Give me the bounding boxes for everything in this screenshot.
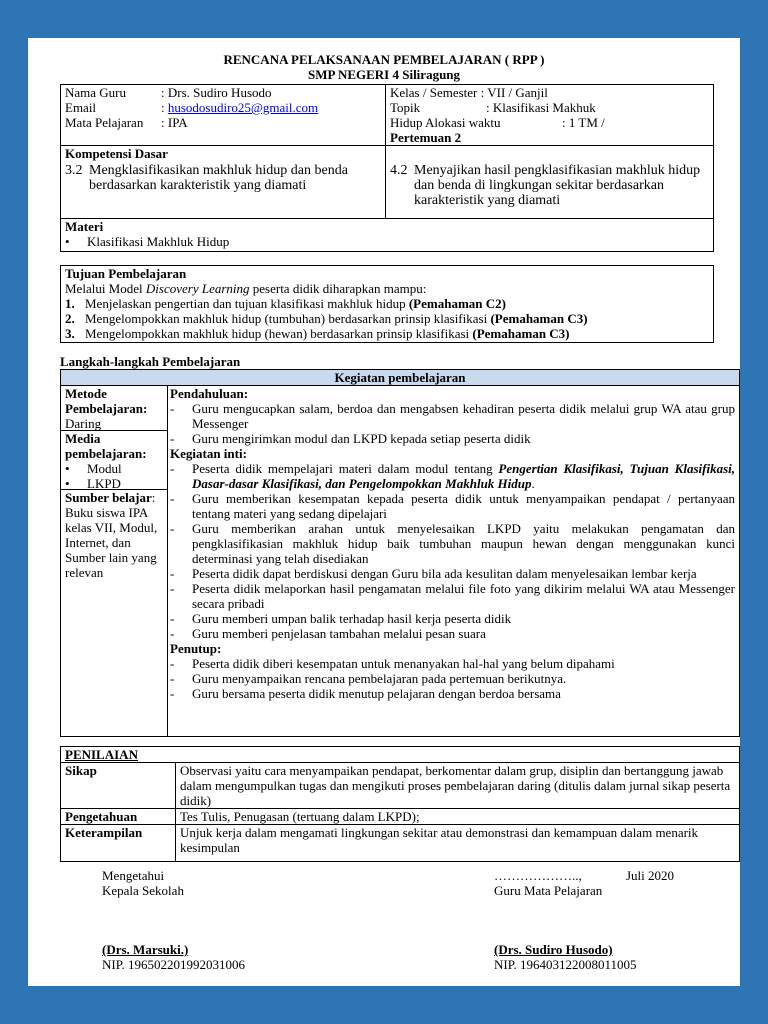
materi-cell: Materi • Klasifikasi Makhluk Hidup — [61, 219, 714, 252]
sumber-block — [61, 490, 167, 580]
kd-left — [61, 146, 386, 219]
inti-item: - Guru memberikan kesempatan kepada peserta didik untuk menyampaikan pendapat / pertanyaan tentang materi yang sedang dipelajari — [170, 491, 735, 521]
metode-value: Daring — [65, 416, 102, 431]
sign-left-l2: Kepala Sekolah — [102, 883, 184, 898]
identity-table — [60, 84, 714, 252]
waktu-value: : 1 TM / — [562, 115, 605, 130]
penilaian-label: Pengetahuan — [61, 809, 176, 825]
mapel-value: : IPA — [161, 115, 188, 130]
penutup-item: - Guru bersama peserta didik menutup pelajaran dengan berdoa bersama — [170, 686, 561, 701]
penilaian-text: Tes Tulis, Penugasan (tertuang dalam LKPD); — [176, 809, 740, 825]
penilaian-text: Unjuk kerja dalam mengamati lingkungan sekitar atau demonstrasi dan kemampuan dalam menarik kesimpulan — [176, 825, 740, 862]
media-item: • Modul — [65, 461, 122, 476]
penutup-item: - Peserta didik diberi kesempatan untuk menanyakan hal-hal yang belum dipahami — [170, 656, 615, 671]
sumber-colon: : — [151, 490, 156, 505]
penutup-list — [170, 656, 735, 701]
guru-value: : Drs. Sudiro Husodo — [161, 85, 272, 100]
penilaian-label: Sikap — [61, 763, 176, 809]
frame-left — [0, 0, 28, 1024]
frame-top — [0, 0, 768, 38]
topik-value: : Klasifikasi Makhuk — [486, 100, 596, 115]
kegiatan-table — [60, 369, 740, 737]
sign-right-date: Juli 2020 — [626, 868, 675, 883]
document-page — [28, 38, 740, 986]
pendahuluan-item: - Guru mengirimkan modul dan LKPD kepada setiap peserta didik — [170, 431, 531, 446]
inti-item: - Guru memberi penjelasan tambahan melalui pesan suara — [170, 626, 486, 641]
penilaian-table — [60, 746, 740, 862]
pendahuluan-heading: Pendahuluan: — [170, 386, 249, 401]
kd2-text: Menyajikan hasil pengklasifikasian makhluk hidup dan benda di lingkungan sekitar berdasarkan karakteristik yang diamati — [414, 163, 701, 208]
materi-item: Klasifikasi Makhluk Hidup — [87, 234, 230, 249]
pendahuluan-item: - Guru mengucapkan salam, berdoa dan mengabsen kehadiran peserta didik melalui grup WA atau grup Messenger — [170, 401, 735, 431]
frame-right — [740, 0, 768, 1024]
kelas-semester: Kelas / Semester : VII / Ganjil — [390, 85, 548, 100]
sign-right-name: (Drs. Sudiro Husodo) — [494, 942, 613, 957]
tujuan-cell — [61, 266, 714, 343]
kd1-text: Mengklasifikasikan makhluk hidup dan benda berdasarkan karakteristik yang diamati — [89, 163, 348, 193]
kegiatan-table-head: Kegiatan pembelajaran — [61, 370, 740, 386]
mapel-label: Mata Pelajaran — [65, 115, 144, 130]
email-colon: : — [161, 100, 168, 115]
tujuan-item: 3. Mengelompokkan makhluk hidup (hewan) berdasarkan prinsip klasifikasi (Pemahaman C3) — [65, 326, 570, 341]
penilaian-heading: PENILAIAN — [61, 747, 740, 763]
activities-column — [168, 386, 740, 737]
langkah-heading: Langkah-langkah Pembelajaran — [60, 354, 241, 369]
sign-left-l1: Mengetahui — [102, 868, 165, 883]
sign-left-name: (Drs. Marsuki.) — [102, 942, 189, 957]
media-label: Media pembelajaran: — [65, 431, 147, 461]
kd1-num: 3.2 — [65, 163, 83, 178]
tujuan-table — [60, 265, 714, 343]
penilaian-label: Keterampilan — [61, 825, 176, 862]
penutup-item: - Guru menyampaikan rencana pembelajaran pada pertemuan berikutnya. — [170, 671, 567, 686]
inti-list — [170, 461, 735, 641]
email-label: Email — [65, 100, 97, 115]
inti-item: - Peserta didik melaporkan hasil pengamatan melalui file foto yang dikirim melalui WA atau Messenger secara pribadi — [170, 581, 735, 611]
media-item: • LKPD — [65, 476, 121, 491]
sign-left-nip: NIP. 196502201992031006 — [102, 957, 246, 972]
sign-right-dots: ……………….., — [494, 868, 582, 883]
kd-heading: Kompetensi Dasar — [65, 146, 168, 161]
materi-heading: Materi — [65, 219, 104, 234]
inti-item: - Peserta didik mempelajari materi dalam modul tentang Pengertian Klasifikasi, Tujuan Klasifikasi, Dasar-dasar Klasifikasi, dan Pengelompokkan Makhluk Hidup. — [170, 461, 735, 491]
email-link[interactable]: husodosudiro25@gmail.com — [167, 100, 319, 115]
tujuan-item: 1. Menjelaskan pengertian dan tujuan klasifikasi makhluk hidup (Pemahaman C2) — [65, 296, 506, 311]
metode-block — [61, 386, 167, 431]
identity-left — [61, 85, 386, 146]
frame-bottom — [0, 986, 768, 1024]
waktu-label: Hidup Alokasi waktu — [390, 115, 501, 130]
sumber-label: Sumber belajar — [65, 490, 152, 505]
inti-item: - Peserta didik dapat berdiskusi dengan Guru bila ada kesulitan dalam menyelesaikan lembar kerja — [170, 566, 697, 581]
identity-right — [386, 85, 714, 146]
sign-right-l2: Guru Mata Pelajaran — [494, 883, 603, 898]
sumber-value: Buku siswa IPA kelas VII, Modul, Internet, dan Sumber lain yang relevan — [65, 505, 158, 580]
side-column — [61, 386, 168, 737]
media-block — [61, 431, 167, 490]
inti-item: - Guru memberikan arahan untuk menyelesaikan LKPD yaitu melakukan pengamatan dan pengklasifikasian makhluk hidup baik tumbuhan maupun hewan dengan menggunakan kunci determinasi yang telah disediakan — [170, 521, 735, 566]
tujuan-list — [65, 296, 709, 341]
topik-label: Topik — [390, 100, 421, 115]
tujuan-intro: Melalui Model Discovery Learning peserta didik diharapkan mampu: — [65, 281, 427, 296]
guru-label: Nama Guru — [65, 85, 127, 100]
pendahuluan-list — [170, 401, 735, 446]
sign-right-nip: NIP. 196403122008011005 — [494, 957, 637, 972]
tujuan-heading: Tujuan Pembelajaran — [65, 266, 187, 281]
penutup-heading: Penutup: — [170, 641, 222, 656]
pertemuan: Pertemuan 2 — [390, 130, 462, 145]
penilaian-text: Observasi yaitu cara menyampaikan pendapat, berkomentar dalam grup, disiplin dan bertanggung jawab dalam mengumpulkan tugas dan mengikuti proses pembelajaran daring (ditulis dalam jurnal sikap peserta didik) — [176, 763, 740, 809]
inti-heading: Kegiatan inti: — [170, 446, 247, 461]
inti-item: - Guru memberi umpan balik terhadap hasil kerja peserta didik — [170, 611, 512, 626]
school-name: SMP NEGERI 4 Siliragung — [307, 67, 461, 82]
kd2-num: 4.2 — [390, 163, 408, 178]
tujuan-item: 2. Mengelompokkan makhluk hidup (tumbuhan) berdasarkan prinsip klasifikasi (Pemahaman C3) — [65, 311, 588, 326]
kd-right — [386, 146, 714, 219]
document-title: RENCANA PELAKSANAAN PEMBELAJARAN ( RPP ) — [223, 52, 545, 67]
metode-label: Metode Pembelajaran: — [65, 386, 148, 416]
